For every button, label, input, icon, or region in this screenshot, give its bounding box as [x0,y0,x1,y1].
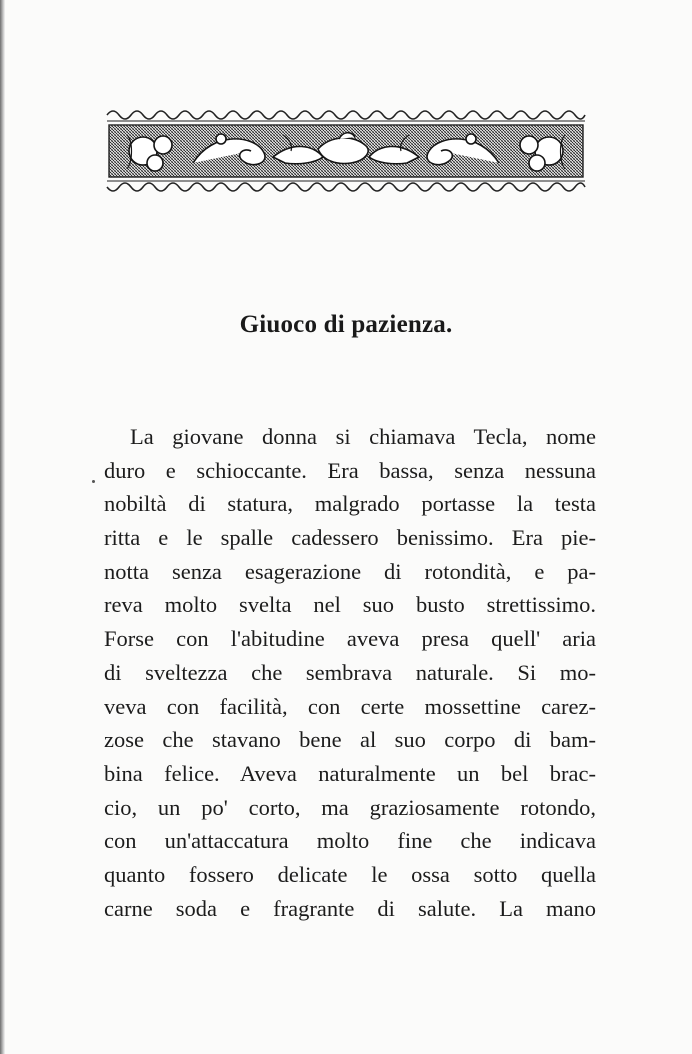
text-line: quanto fossero delicate le ossa sotto quella [104,861,596,887]
text-line: nobiltà di statura, malgrado portasse la testa [104,491,596,517]
page-binding-edge [0,0,5,1054]
chapter-title: Giuoco di pazienza. [239,311,453,338]
text-line: reva molto svelta nel suo busto strettissimo. [104,592,596,618]
text-line: di sveltezza che sembrava naturale. Si mo- [104,659,596,685]
text-line: ritta e le spalle cadessero benissimo. Era pie- [104,525,596,551]
text-line: cio, un po' corto, ma graziosamente rotondo, [104,794,596,820]
paper-speck [92,480,95,483]
text-line: La giovane donna si chiamava Tecla, nome [130,424,596,449]
text-line: con un'attaccatura molto fine che indicava [104,828,596,854]
text-line: veva con facilità, con certe mossettine carez- [104,693,596,719]
body-text [104,420,596,925]
text-line: carne soda e fragrante di salute. La mano [104,895,596,921]
text-line: duro e schioccante. Era bassa, senza nessuna [104,457,596,483]
text-line: notta senza esagerazione di rotondità, e pa- [104,558,596,584]
text-line: zose che stavano bene al suo corpo di bam- [104,727,596,753]
ornamental-headpiece [103,105,589,195]
text-line: bina felice. Aveva naturalmente un bel brac- [104,760,596,786]
text-line: Forse con l'abitudine aveva presa quell' aria [104,626,596,652]
